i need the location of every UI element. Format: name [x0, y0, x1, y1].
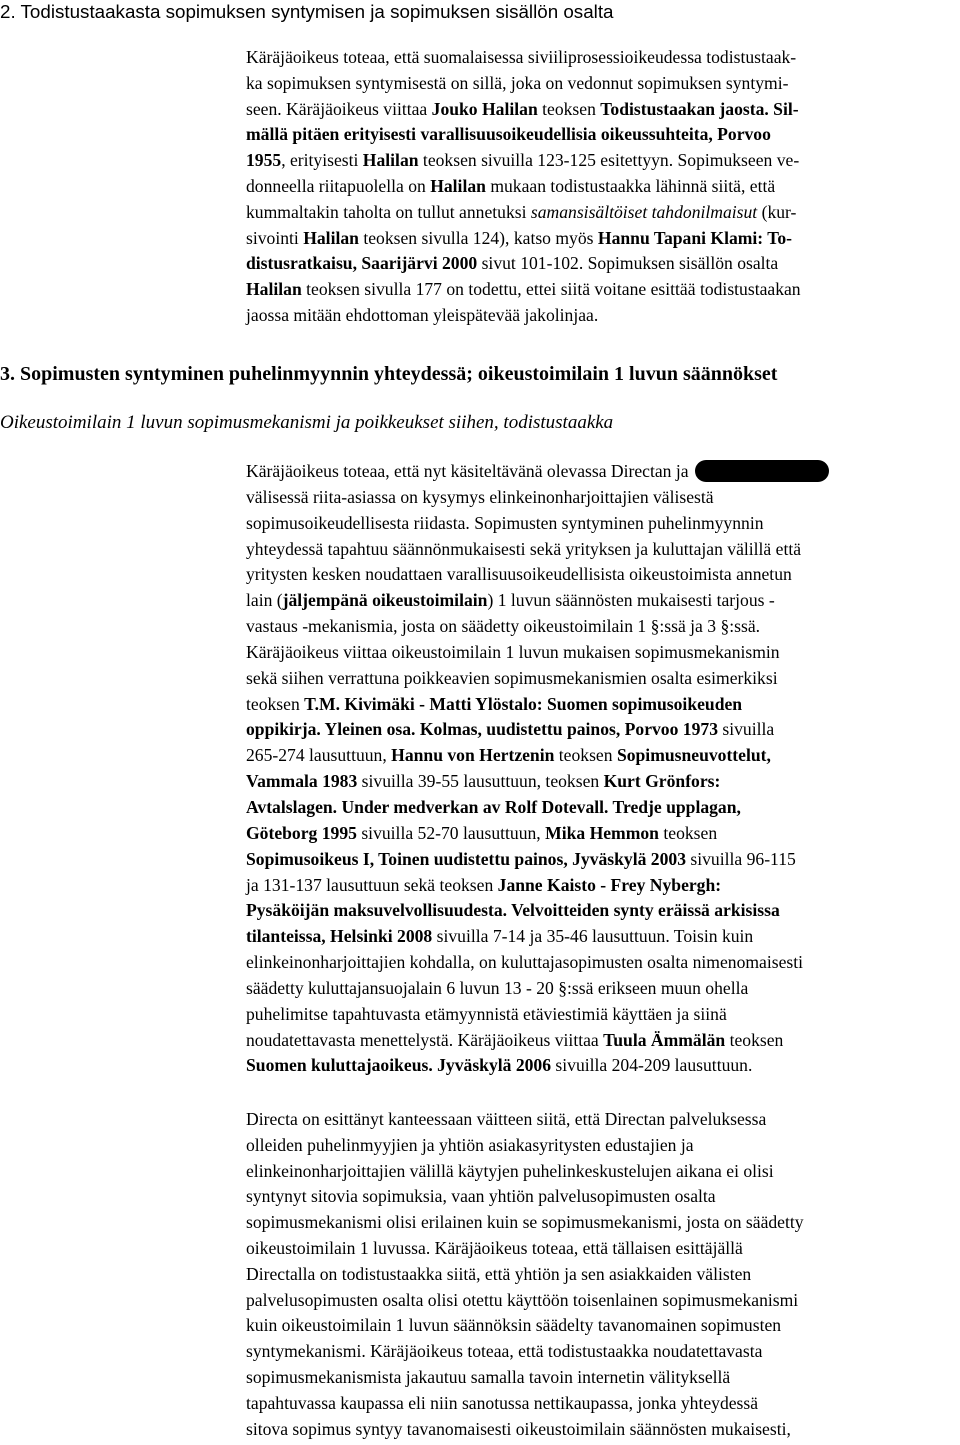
body-text: Directalla on todistustaakka siitä, että yhtiön ja sen asiakkaiden välisten [246, 1263, 752, 1284]
body-text: palvelusopimusten osalta olisi otettu käyttöön toisenlainen sopimusmekanismi [246, 1289, 799, 1310]
bold-text: Janne Kaisto - Frey Nybergh: [497, 874, 722, 895]
text-line [246, 924, 829, 950]
text-line [246, 537, 829, 563]
body-text: noudatettavasta menettelystä. Käräjäoikeus viittaa [246, 1029, 604, 1050]
text-line [246, 174, 801, 200]
body-text: 265-274 lausuttuun, [246, 745, 392, 766]
body-text: säädetty kuluttajansuojalain 6 luvun 13 - 20 §:ssä erikseen muun ohella [246, 977, 749, 998]
text-line [246, 795, 829, 821]
bold-text: Sopimusneuvottelut, [616, 745, 771, 766]
text-line [246, 1391, 804, 1417]
body-text: jaossa mitään ehdottoman yleispätevää jakolinjaa. [246, 304, 599, 325]
body-text: teoksen sivulla 124), katso myös [358, 227, 598, 248]
body-text: sivuilla 96-115 [686, 848, 796, 869]
text-line [246, 1236, 804, 1262]
text-line [246, 1053, 829, 1079]
text-line [246, 122, 801, 148]
section-3-subheading: Oikeustoimilain 1 luvun sopimusmekanismi ja poikkeukset siihen, todistustaakka [0, 412, 614, 433]
text-line [246, 303, 801, 329]
body-text: Käräjäoikeus toteaa, että suomalaisessa siviiliprosessioikeudessa todistustaak- [246, 47, 797, 67]
body-text: kuin oikeustoimilain 1 luvun säännöksin säädelty tavanomainen sopimusten [246, 1315, 782, 1336]
body-text: vastaus -mekanismia, josta on säädetty oikeustoimilain 1 §:ssä ja 3 §:ssä. [246, 616, 761, 637]
bold-text: Todistustaakan jaosta. Sil- [600, 98, 799, 119]
body-text: teoksen sivuilla 123-125 esitettyyn. Sopimukseen ve- [418, 150, 800, 171]
body-text: olleiden puhelinmyyjien ja yhtiön asiakasyritysten edustajien ja [246, 1134, 694, 1155]
text-line [246, 898, 829, 924]
body-text: yritysten kesken noudattaen varallisuusoikeudellisista oikeustoimista annetun [246, 564, 792, 585]
bold-text: Pysäköijän maksuvelvollisuudesta. Velvoitteiden synty eräissä arkisissa [246, 900, 780, 921]
bold-text: oppikirja. Yleinen osa. Kolmas, uudistettu painos, Porvoo 1973 [246, 719, 718, 740]
text-line [246, 71, 801, 97]
text-line [246, 1159, 804, 1185]
bold-text: Halilan [303, 227, 359, 248]
body-text: sivuilla 204-209 lausuttuun. [551, 1055, 753, 1076]
bold-text: Jouko Halilan [431, 98, 538, 119]
text-line [246, 562, 829, 588]
text-line [246, 1288, 804, 1314]
bold-text: mällä pitäen erityisesti varallisuusoikeudellisia oikeussuhteita, Porvoo [246, 124, 771, 145]
text-line [246, 1002, 829, 1028]
body-text: seen. Käräjäoikeus viittaa [246, 98, 432, 119]
italic-text: samansisältöiset tahdonilmaisut [530, 201, 758, 222]
text-line [246, 666, 829, 692]
text-line [246, 847, 829, 873]
text-line [246, 459, 829, 485]
bold-text: Suomen kuluttajaoikeus. Jyväskylä 2006 [246, 1055, 552, 1076]
redaction-mark [695, 460, 829, 482]
text-line [246, 743, 829, 769]
text-line [246, 950, 829, 976]
text-line [246, 640, 829, 666]
text-line [246, 251, 801, 277]
body-text: sivuilla 52-70 lausuttuun, [356, 822, 546, 843]
text-line [246, 485, 829, 511]
bold-text: Mika Hemmon [545, 822, 659, 843]
text-line [246, 1417, 804, 1443]
text-line [246, 1210, 804, 1236]
bold-text: Avtalslagen. Under medverkan av Rolf Dotevall. Tredje upplagan, [246, 796, 741, 817]
text-line [246, 976, 829, 1002]
text-line [246, 1339, 804, 1365]
body-text: syntynyt sitovia sopimuksia, vaan yhtiön palvelusopimusten osalta [246, 1186, 716, 1207]
body-text: sopimusoikeudellisesta riidasta. Sopimusten syntyminen puhelinmyynnin [246, 512, 764, 533]
bold-text: 1955 [246, 150, 282, 171]
bold-text: Göteborg 1995 [246, 822, 357, 843]
body-text: , erityisesti [281, 150, 363, 171]
body-text: elinkeinonharjoittajien kohdalla, on kuluttajasopimusten osalta nimenomaisesti [246, 952, 804, 973]
body-text: sivut 101-102. Sopimuksen sisällön osalta [477, 253, 779, 274]
body-text: oikeustoimilain 1 luvussa. Käräjäoikeus toteaa, että tällaisen esittäjällä [246, 1237, 743, 1258]
body-text: syntymekanismi. Käräjäoikeus toteaa, että todistustaakka noudatettavasta [246, 1341, 763, 1362]
body-text: teoksen sivulla 177 on todettu, ettei siitä voitane esittää todistustaakan [301, 279, 801, 300]
bold-text: Sopimusoikeus I, Toinen uudistettu painos, Jyväskylä 2003 [246, 848, 686, 869]
text-line [246, 277, 801, 303]
body-text: teoksen [246, 693, 305, 714]
text-line [246, 1184, 804, 1210]
text-line [246, 1365, 804, 1391]
bold-text: Halilan [362, 150, 419, 171]
bold-text: Hannu Tapani Klami: To- [597, 227, 793, 248]
text-line [246, 1028, 829, 1054]
section-3-paragraph-1 [246, 459, 829, 1079]
body-text: puhelimitse tapahtuvasta etämyynnistä etäviestimiä käyttäen ja siinä [246, 1003, 727, 1024]
body-text: sivuilla [718, 719, 775, 740]
text-line [246, 148, 801, 174]
bold-text: Hannu von Hertzenin [391, 745, 555, 766]
body-text: lain ( [246, 590, 283, 611]
body-text: ja 131-137 lausuttuun sekä teoksen [246, 874, 498, 895]
body-text: kummaltakin taholta on tullut annetuksi [246, 201, 531, 222]
body-text: ka sopimuksen syntymisestä on sillä, joka on vedonnut sopimuksen syntymi- [246, 72, 789, 93]
body-text: sivointi [246, 227, 304, 248]
bold-text: Halilan [246, 279, 302, 300]
text-line [246, 200, 801, 226]
section-2-heading: 2. Todistustaakasta sopimuksen syntymisen ja sopimuksen sisällön osalta [0, 1, 614, 22]
body-text: sopimusmekanismista jakautuu samalla tavoin internetin välityksellä [246, 1366, 731, 1387]
section-2-paragraph [246, 45, 801, 329]
bold-text: distusratkaisu, Saarijärvi 2000 [246, 253, 478, 274]
body-text: sivuilla 7-14 ja 35-46 lausuttuun. Toisin kuin [432, 926, 754, 947]
text-line [246, 45, 801, 71]
body-text: sivuilla 39-55 lausuttuun, teoksen [357, 771, 604, 792]
text-line [246, 873, 829, 899]
section-3-heading: 3. Sopimusten syntyminen puhelinmyynnin yhteydessä; oikeustoimilain 1 luvun säännökset [0, 363, 778, 385]
body-text: sopimusmekanismi olisi erilainen kuin se sopimusmekanismi, josta on säädetty [246, 1212, 804, 1233]
body-text: ) 1 luvun säännösten mukaisesti tarjous - [487, 590, 775, 611]
body-text: yhteydessä tapahtuu säännönmukaisesti sekä yrityksen ja kuluttajan välillä että [246, 538, 802, 559]
body-text: tapahtuvassa kaupassa eli niin sanotussa nettikaupassa, jonka yhteydessä [246, 1392, 759, 1413]
bold-text: jäljempänä oikeustoimilain [282, 590, 488, 611]
body-text: Käräjäoikeus viittaa oikeustoimilain 1 luvun mukaisen sopimusmekanismin [246, 641, 780, 662]
text-line [246, 717, 829, 743]
bold-text: tilanteissa, Helsinki 2008 [246, 926, 433, 947]
text-line [246, 226, 801, 252]
text-line [246, 1313, 804, 1339]
text-line [246, 97, 801, 123]
text-line [246, 821, 829, 847]
body-text: teoksen [537, 98, 601, 119]
text-line [246, 1262, 804, 1288]
bold-text: Halilan [430, 175, 486, 196]
body-text: teoksen [554, 745, 617, 766]
body-text: teoksen [658, 822, 718, 843]
bold-text: Tuula Ämmälän [603, 1029, 726, 1050]
body-text: mukaan todistustaakka lähinnä siitä, että [485, 175, 776, 196]
text-line [246, 769, 829, 795]
text-line [246, 511, 829, 537]
body-text: Directa on esittänyt kanteessaan väitteen siitä, että Directan palveluksessa [246, 1109, 767, 1129]
body-text: sitova sopimus syntyy tavanomaisesti oikeustoimilain säännösten mukaisesti, [246, 1418, 791, 1439]
bold-text: Vammala 1983 [246, 771, 358, 792]
body-text: donneella riitapuolella on [246, 175, 431, 196]
section-3-paragraph-2 [246, 1107, 804, 1442]
bold-text: T.M. Kivimäki - Matti Ylöstalo: Suomen sopimusoikeuden [304, 693, 743, 714]
body-text: sekä siihen verrattuna poikkeavien sopimusmekanismien osalta esimerkiksi [246, 667, 778, 688]
text-line [246, 1107, 804, 1133]
body-text: välisessä riita-asiassa on kysymys elinkeinonharjoittajien välisestä [246, 486, 714, 507]
text-line [246, 614, 829, 640]
body-text: Käräjäoikeus toteaa, että nyt käsiteltävänä olevassa Directan ja [246, 461, 693, 481]
body-text: teoksen [725, 1029, 784, 1050]
body-text: elinkeinonharjoittajien välillä käytyjen puhelinkeskustelujen aikana ei olisi [246, 1160, 774, 1181]
text-line [246, 1133, 804, 1159]
text-line [246, 588, 829, 614]
bold-text: Kurt Grönfors: [603, 771, 721, 792]
body-text: (kur- [757, 201, 797, 222]
text-line [246, 692, 829, 718]
